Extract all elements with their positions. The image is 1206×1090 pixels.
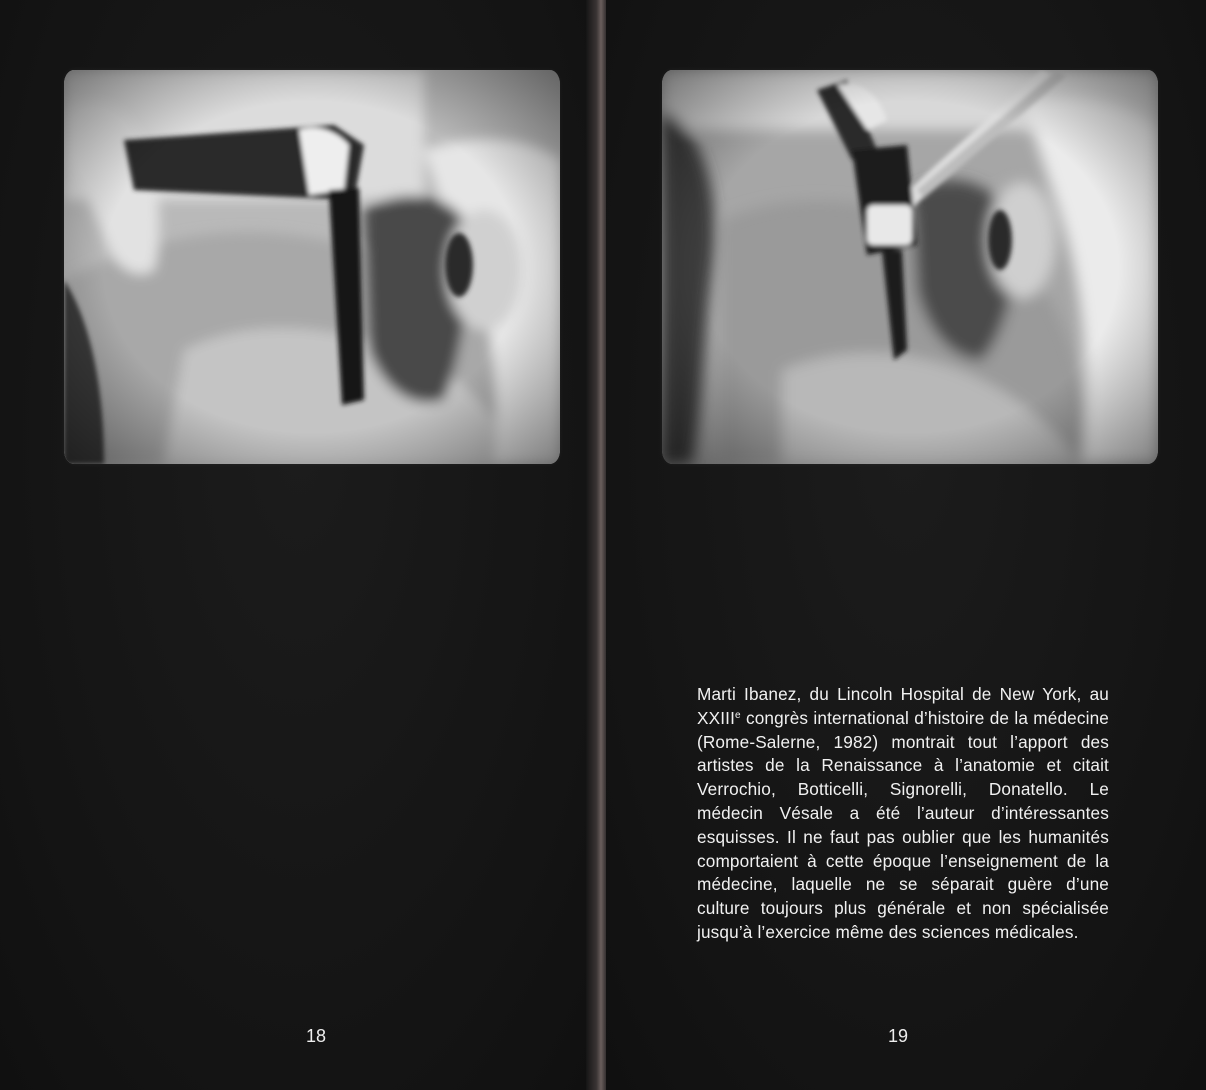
paragraph-text-start: Marti Ibanez, du Lincoln Hospital de New York, au XXIII xyxy=(697,684,1109,728)
surgery-video-still-icon xyxy=(662,70,1158,464)
right-page-photo xyxy=(662,70,1158,464)
left-page xyxy=(0,0,598,1090)
page-number: 19 xyxy=(887,1026,909,1046)
paragraph-text-rest: congrès international d’histoire de la médecine (Rome-Salerne, 1982) montrait tout l’apport des artistes de la Renaissance à l’anatomie et citait Verrochio, Botticelli, Signorelli, Donatello. Le médecin Vésale a été l’auteur d’intéressantes esquisses. Il ne faut pas oublier que les humanités comportaient à cette époque l’enseignement de la médecine, laquelle ne se séparait guère d’une culture toujours plus générale et non spécialisée jusqu’à l’exercice même des sciences médicales. xyxy=(697,707,1109,942)
right-page xyxy=(606,0,1206,1090)
superscript-e: e xyxy=(735,709,741,721)
page-number: 18 xyxy=(305,1026,327,1046)
left-page-photo xyxy=(64,70,560,464)
body-paragraph xyxy=(697,683,1109,945)
surgery-video-still-icon xyxy=(64,70,560,464)
